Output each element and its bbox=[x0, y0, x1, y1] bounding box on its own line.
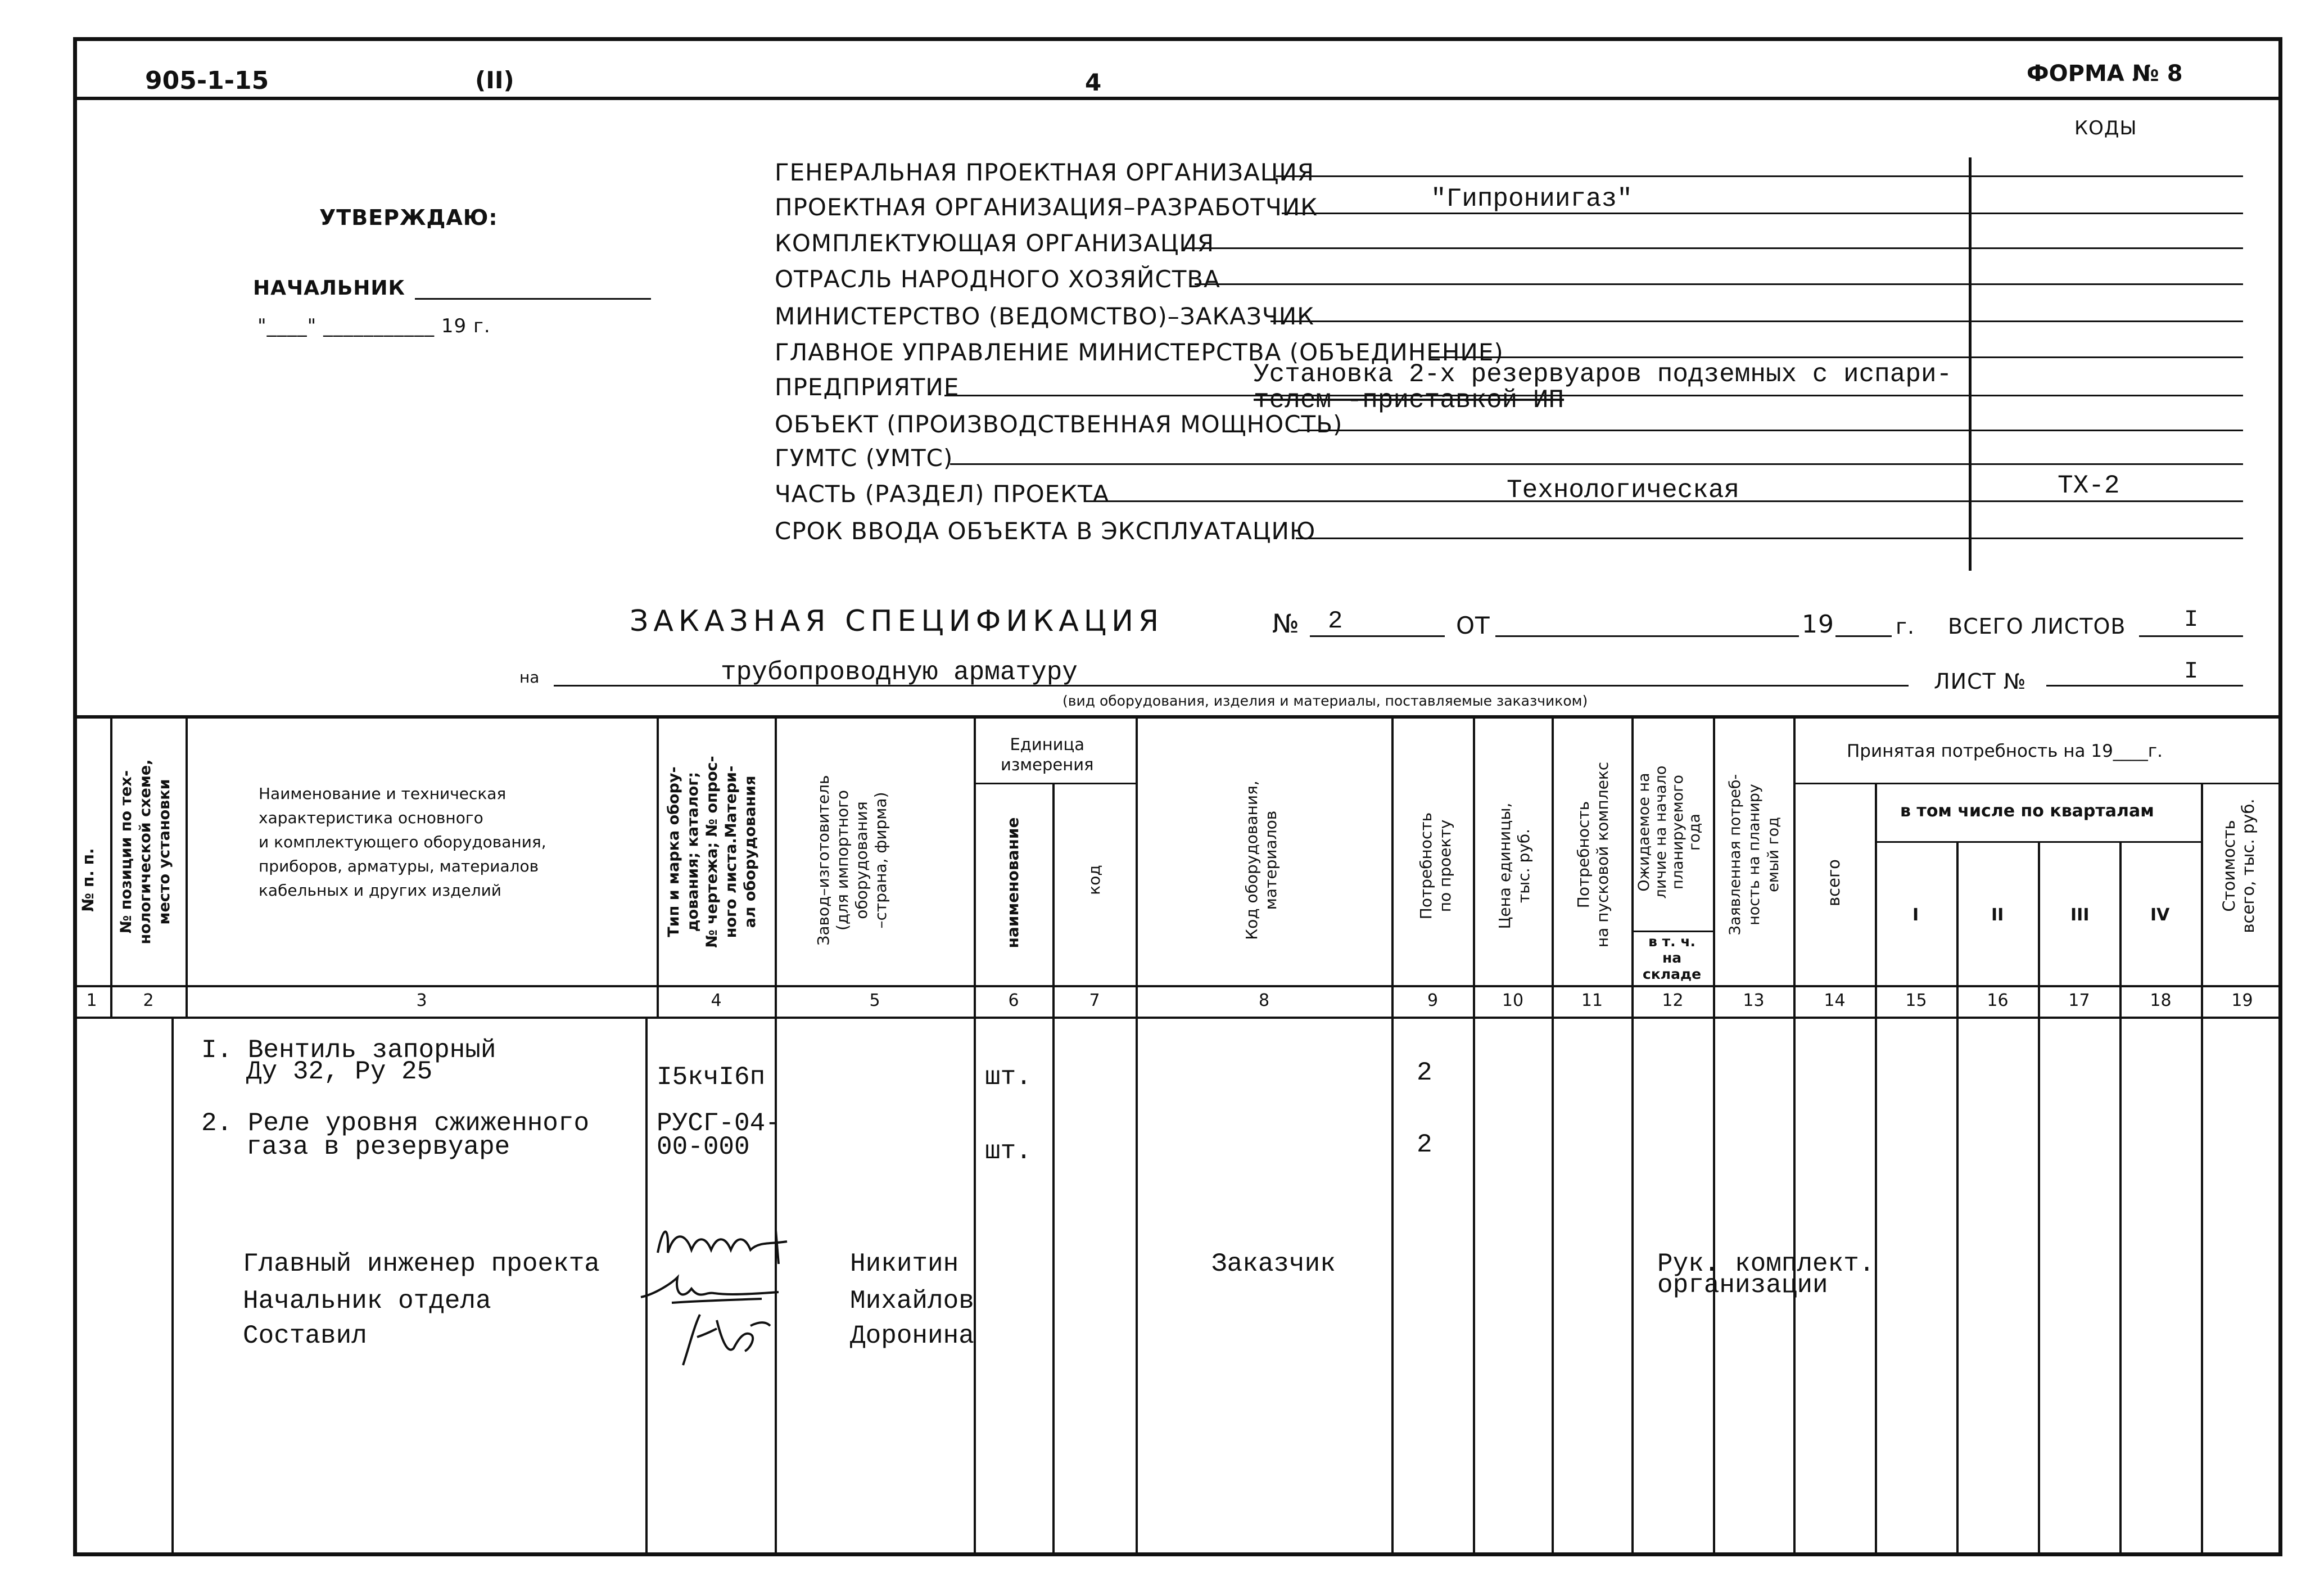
header-col-11: Потребность на пусковой комплекс bbox=[1574, 761, 1612, 948]
design-org-value: "Гипрониигаз" bbox=[1431, 184, 1633, 214]
col-line-5 bbox=[974, 715, 976, 1019]
chief-signature-line bbox=[415, 298, 651, 300]
object-value: телем -приставкой ИП bbox=[1254, 386, 1565, 415]
col-number-17: 17 bbox=[2068, 991, 2090, 1010]
role-chief-engineer: Главный инженер проекта bbox=[243, 1249, 600, 1279]
header-col-2: № позиции по тех- нологической схеме, место установки bbox=[117, 759, 173, 945]
spec-subject-line bbox=[554, 685, 1909, 687]
header-col-16: II bbox=[1991, 905, 2004, 925]
header-col-5: Завод–изготовитель (для импортного оборудования –страна, фирма) bbox=[814, 775, 890, 946]
header-col-15: I bbox=[1912, 905, 1919, 925]
col-line-2 bbox=[186, 715, 188, 1019]
body-line-11 bbox=[1552, 1019, 1554, 1553]
header-col-12: Ожидаемое на личие на начало планируемого года bbox=[1635, 765, 1703, 899]
row1-qty: 2 bbox=[1417, 1058, 1432, 1087]
col-number-12: 12 bbox=[1662, 991, 1684, 1010]
row2-type-line1: РУСГ-04- bbox=[657, 1109, 781, 1138]
col-number-7: 7 bbox=[1089, 991, 1100, 1010]
header-col-3: Наименование и техническая характеристика основного и комплектующего оборудования, приборов, арматуры, материалов кабельных и других изделий bbox=[259, 784, 546, 900]
sheet-number-line bbox=[2046, 685, 2243, 687]
customer-label: Заказчик bbox=[1211, 1249, 1336, 1279]
header-col-18: IV bbox=[2150, 905, 2170, 925]
col-line-12 bbox=[1713, 715, 1715, 1019]
spec-subject: трубопроводную арматуру bbox=[721, 658, 1078, 687]
body-line-16 bbox=[1956, 1019, 1959, 1553]
header-col-4: Тип и марка обору- дования; каталог; № чертежа; № опрос- ного листа.Матери- ал оборудования bbox=[665, 756, 759, 948]
col-line-10 bbox=[1552, 715, 1554, 1019]
main-directorate-label: ГЛАВНОЕ УПРАВЛЕНИЕ МИНИСТЕРСТВА (ОБЪЕДИНЕНИЕ) bbox=[775, 338, 1504, 366]
spec-on-label: на bbox=[519, 668, 540, 687]
col-number-18: 18 bbox=[2150, 991, 2172, 1010]
supply-org-line bbox=[1183, 247, 2243, 249]
body-line-19 bbox=[2201, 1019, 2203, 1553]
codes-column-divider bbox=[1969, 157, 1972, 571]
spec-from-label: ОТ bbox=[1456, 612, 1490, 639]
table-top-line bbox=[73, 715, 2282, 719]
header-col-17: III bbox=[2070, 905, 2090, 925]
col-number-9: 9 bbox=[1427, 991, 1439, 1010]
general-org-line bbox=[1276, 175, 2243, 177]
spec-year-label: 19 bbox=[1802, 610, 1834, 639]
col-number-16: 16 bbox=[1987, 991, 2009, 1010]
gumts-line bbox=[950, 463, 2243, 465]
object-line bbox=[1299, 430, 2243, 431]
col-line-18 bbox=[2201, 783, 2203, 1019]
col-number-15: 15 bbox=[1905, 991, 1927, 1010]
body-line-6 bbox=[974, 1019, 976, 1553]
col-number-3: 3 bbox=[416, 991, 427, 1010]
body-line-2 bbox=[171, 1019, 174, 1553]
project-part-line bbox=[1085, 500, 2243, 502]
col-line-8 bbox=[1391, 715, 1394, 1019]
body-line-18 bbox=[2119, 1019, 2122, 1553]
ministry-line bbox=[1270, 320, 2243, 322]
header-col-1: № п. п. bbox=[79, 848, 97, 912]
header-divider bbox=[73, 97, 2282, 100]
col-number-1: 1 bbox=[86, 991, 97, 1010]
sheet-number: I bbox=[2184, 658, 2199, 685]
col-line-4 bbox=[775, 715, 777, 1019]
unit-group-line bbox=[974, 783, 1136, 784]
header-col-19: Стоимость всего, тыс. руб. bbox=[2219, 798, 2258, 933]
supply-head-line2: организации bbox=[1657, 1271, 1828, 1300]
row1-type: I5кчI6п bbox=[657, 1063, 766, 1092]
supply-org-label: КОМПЛЕКТУЮЩАЯ ОРГАНИЗАЦИЯ bbox=[775, 229, 1215, 257]
col-line-3 bbox=[657, 715, 659, 1019]
supply-head-line1: Рук. комплект. bbox=[1657, 1249, 1875, 1279]
body-line-12 bbox=[1631, 1019, 1634, 1553]
name-doronina: Доронина bbox=[850, 1321, 974, 1351]
row1-name-line1: I. Вентиль запорный bbox=[201, 1036, 496, 1065]
commissioning-line bbox=[1296, 538, 2243, 539]
header-col-14: всего bbox=[1824, 859, 1843, 906]
main-directorate-line bbox=[1431, 356, 2243, 358]
col-number-10: 10 bbox=[1502, 991, 1524, 1010]
col-number-4: 4 bbox=[711, 991, 722, 1010]
row2-qty: 2 bbox=[1417, 1130, 1432, 1159]
codes-label: КОДЫ bbox=[2074, 117, 2137, 139]
spec-title: ЗАКАЗНАЯ СПЕЦИФИКАЦИЯ bbox=[630, 604, 1164, 638]
col-line-14 bbox=[1875, 783, 1877, 1019]
col-number-14: 14 bbox=[1824, 991, 1846, 1010]
name-mikhailov: Михайлов bbox=[850, 1286, 974, 1316]
header-col-9: Потребность по проекту bbox=[1417, 812, 1454, 920]
row2-name-line1: 2. Реле уровня сжиженного bbox=[201, 1109, 590, 1138]
signature-1-image bbox=[652, 1219, 798, 1270]
col-number-6: 6 bbox=[1008, 991, 1019, 1010]
industry-label: ОТРАСЛЬ НАРОДНОГО ХОЗЯЙСТВА bbox=[775, 265, 1220, 293]
header-accepted-group: Принятая потребность на 19____г. bbox=[1847, 741, 2163, 761]
colnum-bottom-line bbox=[73, 1017, 2282, 1019]
header-col-6: наименование bbox=[1003, 817, 1022, 949]
doc-code: 905-1-15 bbox=[145, 66, 269, 95]
accepted-group-line bbox=[1793, 783, 2282, 784]
enterprise-label: ПРЕДПРИЯТИЕ bbox=[775, 373, 960, 401]
row2-unit: шт. bbox=[985, 1137, 1032, 1166]
row1-name-line2: Ду 32, Ру 25 bbox=[246, 1057, 433, 1086]
body-line-8 bbox=[1136, 1019, 1138, 1553]
body-line-10 bbox=[1473, 1019, 1475, 1553]
project-part-code: ТХ-2 bbox=[2058, 471, 2120, 500]
body-line-7 bbox=[1052, 1019, 1055, 1553]
enterprise-value: Установка 2-х резервуаров подземных с испари- bbox=[1254, 360, 1952, 389]
role-compiler: Составил bbox=[243, 1321, 367, 1351]
approve-label: УТВЕРЖДАЮ: bbox=[319, 205, 498, 230]
commissioning-label: СРОК ВВОДА ОБЪЕКТА В ЭКСПЛУАТАЦИЮ bbox=[775, 517, 1316, 545]
body-line-15 bbox=[1875, 1019, 1877, 1553]
total-sheets-line bbox=[2139, 635, 2243, 637]
col-number-8: 8 bbox=[1258, 991, 1270, 1010]
col-number-5: 5 bbox=[869, 991, 880, 1010]
project-part-label: ЧАСТЬ (РАЗДЕЛ) ПРОЕКТА bbox=[775, 480, 1110, 508]
project-part-value: Технологическая bbox=[1507, 476, 1740, 505]
signature-3-image bbox=[666, 1303, 779, 1376]
total-sheets-label: ВСЕГО ЛИСТОВ bbox=[1948, 614, 2126, 639]
header-bottom-line bbox=[73, 985, 2282, 987]
col-number-13: 13 bbox=[1743, 991, 1765, 1010]
spec-date-line bbox=[1495, 635, 1799, 637]
row2-type-line2: 00-000 bbox=[657, 1132, 750, 1162]
chief-label: НАЧАЛЬНИК bbox=[253, 277, 405, 300]
header-col-10: Цена единицы, тыс. руб. bbox=[1495, 802, 1533, 929]
col-line-1 bbox=[110, 715, 112, 1019]
body-line-17 bbox=[2038, 1019, 2040, 1553]
gumts-label: ГУМТС (УМТС) bbox=[775, 444, 953, 472]
general-org-label: ГЕНЕРАЛЬНАЯ ПРОЕКТНАЯ ОРГАНИЗАЦИЯ bbox=[775, 159, 1314, 186]
col-number-11: 11 bbox=[1581, 991, 1603, 1010]
row2-name-line2: газа в резервуаре bbox=[246, 1132, 510, 1162]
name-nikitin: Никитин bbox=[850, 1249, 959, 1279]
body-line-9 bbox=[1391, 1019, 1394, 1553]
header-unit-group: Единица измерения bbox=[1001, 735, 1094, 774]
design-org-label: ПРОЕКТНАЯ ОРГАНИЗАЦИЯ–РАЗРАБОТЧИК bbox=[775, 193, 1318, 221]
col-number-19: 19 bbox=[2231, 991, 2253, 1010]
industry-line bbox=[1195, 283, 2243, 285]
total-sheets-value: I bbox=[2184, 606, 2199, 633]
col-line-7 bbox=[1136, 715, 1138, 1019]
edition-label: (II) bbox=[475, 66, 514, 94]
object-label: ОБЪЕКТ (ПРОИЗВОДСТВЕННАЯ МОЩНОСТЬ) bbox=[775, 410, 1343, 438]
stock-subcell-line bbox=[1631, 931, 1713, 932]
col-line-9 bbox=[1473, 715, 1475, 1019]
col-line-13 bbox=[1793, 715, 1796, 1019]
spec-year-line bbox=[1835, 635, 1892, 637]
spec-number-label: № bbox=[1272, 608, 1300, 639]
approval-date-line: "____" ___________ 19 г. bbox=[257, 315, 491, 337]
page-number: 4 bbox=[1085, 69, 1102, 96]
spec-number: 2 bbox=[1328, 607, 1343, 635]
row1-unit: шт. bbox=[985, 1063, 1032, 1092]
form-label: ФОРМА № 8 bbox=[2027, 61, 2183, 87]
col-line-11 bbox=[1631, 715, 1634, 1019]
enterprise-line bbox=[944, 395, 2243, 396]
spec-year-suffix: г. bbox=[1896, 614, 1915, 639]
header-col-12-stock: в т. ч. на складе bbox=[1643, 933, 1702, 982]
header-quarters-group: в том числе по кварталам bbox=[1900, 801, 2154, 821]
header-col-7: код bbox=[1085, 865, 1104, 895]
col-line-6 bbox=[1052, 783, 1055, 1019]
design-org-line bbox=[1282, 213, 2243, 214]
col-number-2: 2 bbox=[143, 991, 154, 1010]
header-col-8: Код оборудования, материалов bbox=[1242, 780, 1280, 940]
spec-number-line bbox=[1310, 635, 1445, 637]
ministry-label: МИНИСТЕРСТВО (ВЕДОМСТВО)–ЗАКАЗЧИК bbox=[775, 302, 1314, 330]
sheet-label: ЛИСТ № bbox=[1934, 669, 2027, 694]
role-department-head: Начальник отдела bbox=[243, 1286, 491, 1316]
header-col-13: Заявленная потреб- ность на планиру емый год bbox=[1726, 774, 1782, 936]
spec-subject-caption: (вид оборудования, изделия и материалы, поставляемые заказчиком) bbox=[1062, 693, 1588, 709]
